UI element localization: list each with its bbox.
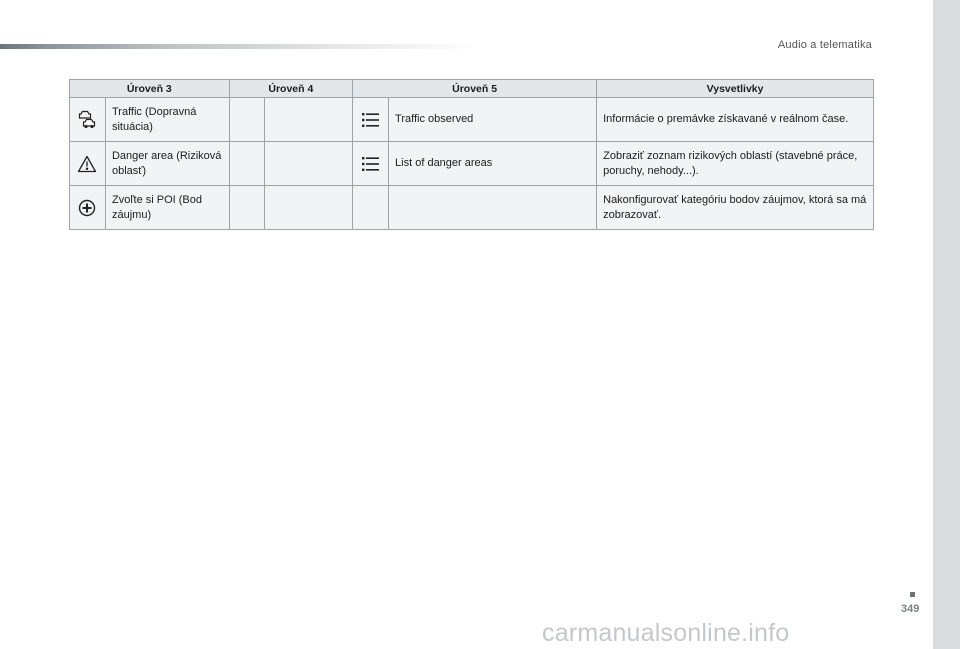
level4-label bbox=[265, 186, 353, 230]
poi-plus-icon bbox=[70, 186, 106, 230]
page-number: 349 bbox=[901, 603, 920, 615]
page-marker bbox=[910, 592, 915, 597]
list-icon bbox=[353, 98, 389, 142]
explanation-text: Nakonfigurovať kategóriu bodov záujmov, ktorá sa má zobrazovať. bbox=[597, 186, 874, 230]
explanation-text: Zobraziť zoznam rizikových oblastí (stavebné práce, poruchy, nehody...). bbox=[597, 142, 874, 186]
level4-label bbox=[265, 142, 353, 186]
explanation-text: Informácie o premávke získavané v reálnom čase. bbox=[597, 98, 874, 142]
table-row bbox=[70, 142, 874, 186]
table-row bbox=[70, 98, 874, 142]
header-level-3: Úroveň 3 bbox=[70, 80, 230, 98]
level3-label: Zvoľte si POI (Bod záujmu) bbox=[105, 186, 229, 230]
level5-label: List of danger areas bbox=[389, 142, 597, 186]
table-header-row bbox=[70, 80, 874, 98]
warning-triangle-icon bbox=[70, 142, 106, 186]
header-level-5: Úroveň 5 bbox=[353, 80, 597, 98]
level4-icon-cell bbox=[229, 98, 265, 142]
section-title: Audio a telematika bbox=[777, 39, 872, 51]
level4-icon-cell bbox=[229, 186, 265, 230]
header-gradient-line bbox=[0, 44, 480, 49]
header-explanations: Vysvetlivky bbox=[597, 80, 874, 98]
level5-label bbox=[389, 186, 597, 230]
level5-icon-cell bbox=[353, 186, 389, 230]
level5-label: Traffic observed bbox=[389, 98, 597, 142]
watermark: carmanualsonline.info bbox=[542, 619, 790, 647]
table-row bbox=[70, 186, 874, 230]
traffic-cars-icon bbox=[70, 98, 106, 142]
header-level-4: Úroveň 4 bbox=[229, 80, 352, 98]
level4-icon-cell bbox=[229, 142, 265, 186]
level3-label: Danger area (Riziková oblasť) bbox=[105, 142, 229, 186]
level4-label bbox=[265, 98, 353, 142]
right-edge-bar bbox=[933, 0, 960, 649]
menu-levels-table bbox=[69, 79, 874, 230]
list-icon bbox=[353, 142, 389, 186]
level3-label: Traffic (Dopravná situácia) bbox=[105, 98, 229, 142]
